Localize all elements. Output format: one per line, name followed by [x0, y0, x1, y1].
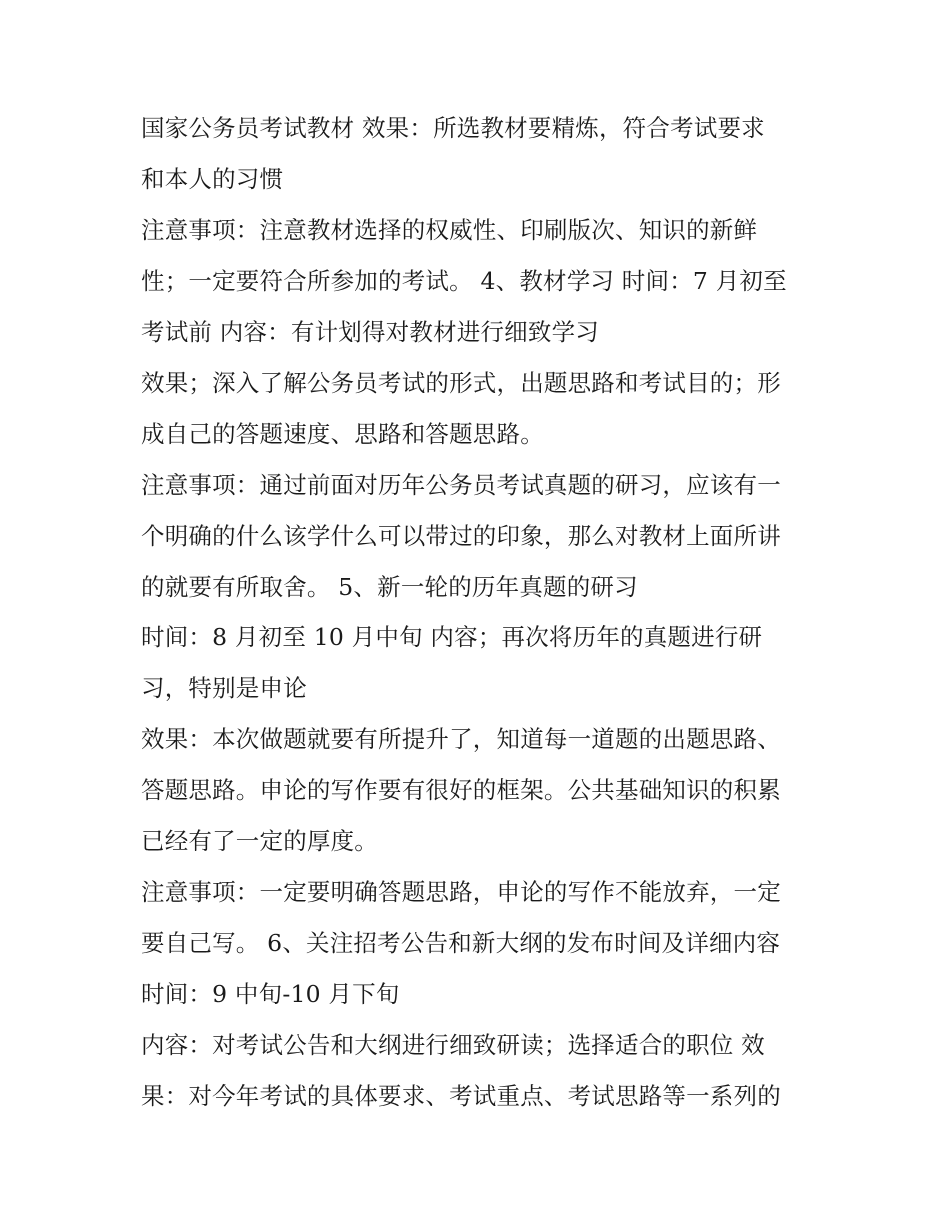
text-line: 内容：对考试公告和大纲进行细致研读；选择适合的职位 效: [141, 1031, 765, 1059]
text-line: 时间：8 月初至 10 月中旬 内容；再次将历年的真题进行研: [141, 623, 763, 651]
text-line: 和本人的习惯: [141, 165, 284, 193]
text-line: 已经有了一定的厚度。: [141, 827, 378, 855]
text-line: 注意事项：通过前面对历年公务员考试真题的研习，应该有一: [141, 471, 781, 499]
text-line: 要自己写。 6、关注招考公告和新大纲的发布时间及详细内容: [141, 929, 781, 957]
text-line: 答题思路。申论的写作要有很好的框架。公共基础知识的积累: [141, 776, 781, 804]
text-line: 注意事项：注意教材选择的权威性、印刷版次、知识的新鲜: [141, 216, 758, 244]
text-line: 成自己的答题速度、思路和答题思路。: [141, 420, 544, 448]
text-line: 个明确的什么该学什么可以带过的印象，那么对教材上面所讲: [141, 522, 781, 550]
text-line: 习，特别是申论: [141, 674, 307, 702]
text-line: 效果：本次做题就要有所提升了，知道每一道题的出题思路、: [141, 725, 781, 753]
text-line: 国家公务员考试教材 效果：所选教材要精炼，符合考试要求: [141, 114, 765, 142]
text-line: 注意事项：一定要明确答题思路，申论的写作不能放弃，一定: [141, 878, 781, 906]
text-line: 效果；深入了解公务员考试的形式，出题思路和考试目的；形: [141, 369, 781, 397]
text-line: 考试前 内容：有计划得对教材进行细致学习: [141, 318, 599, 346]
text-line: 性；一定要符合所参加的考试。 4、教材学习 时间：7 月初至: [141, 267, 787, 295]
text-line: 时间：9 中旬-10 月下旬: [141, 980, 400, 1008]
text-line: 果：对今年考试的具体要求、考试重点、考试思路等一系列的: [141, 1082, 781, 1110]
text-line: 的就要有所取舍。 5、新一轮的历年真题的研习: [141, 573, 638, 601]
